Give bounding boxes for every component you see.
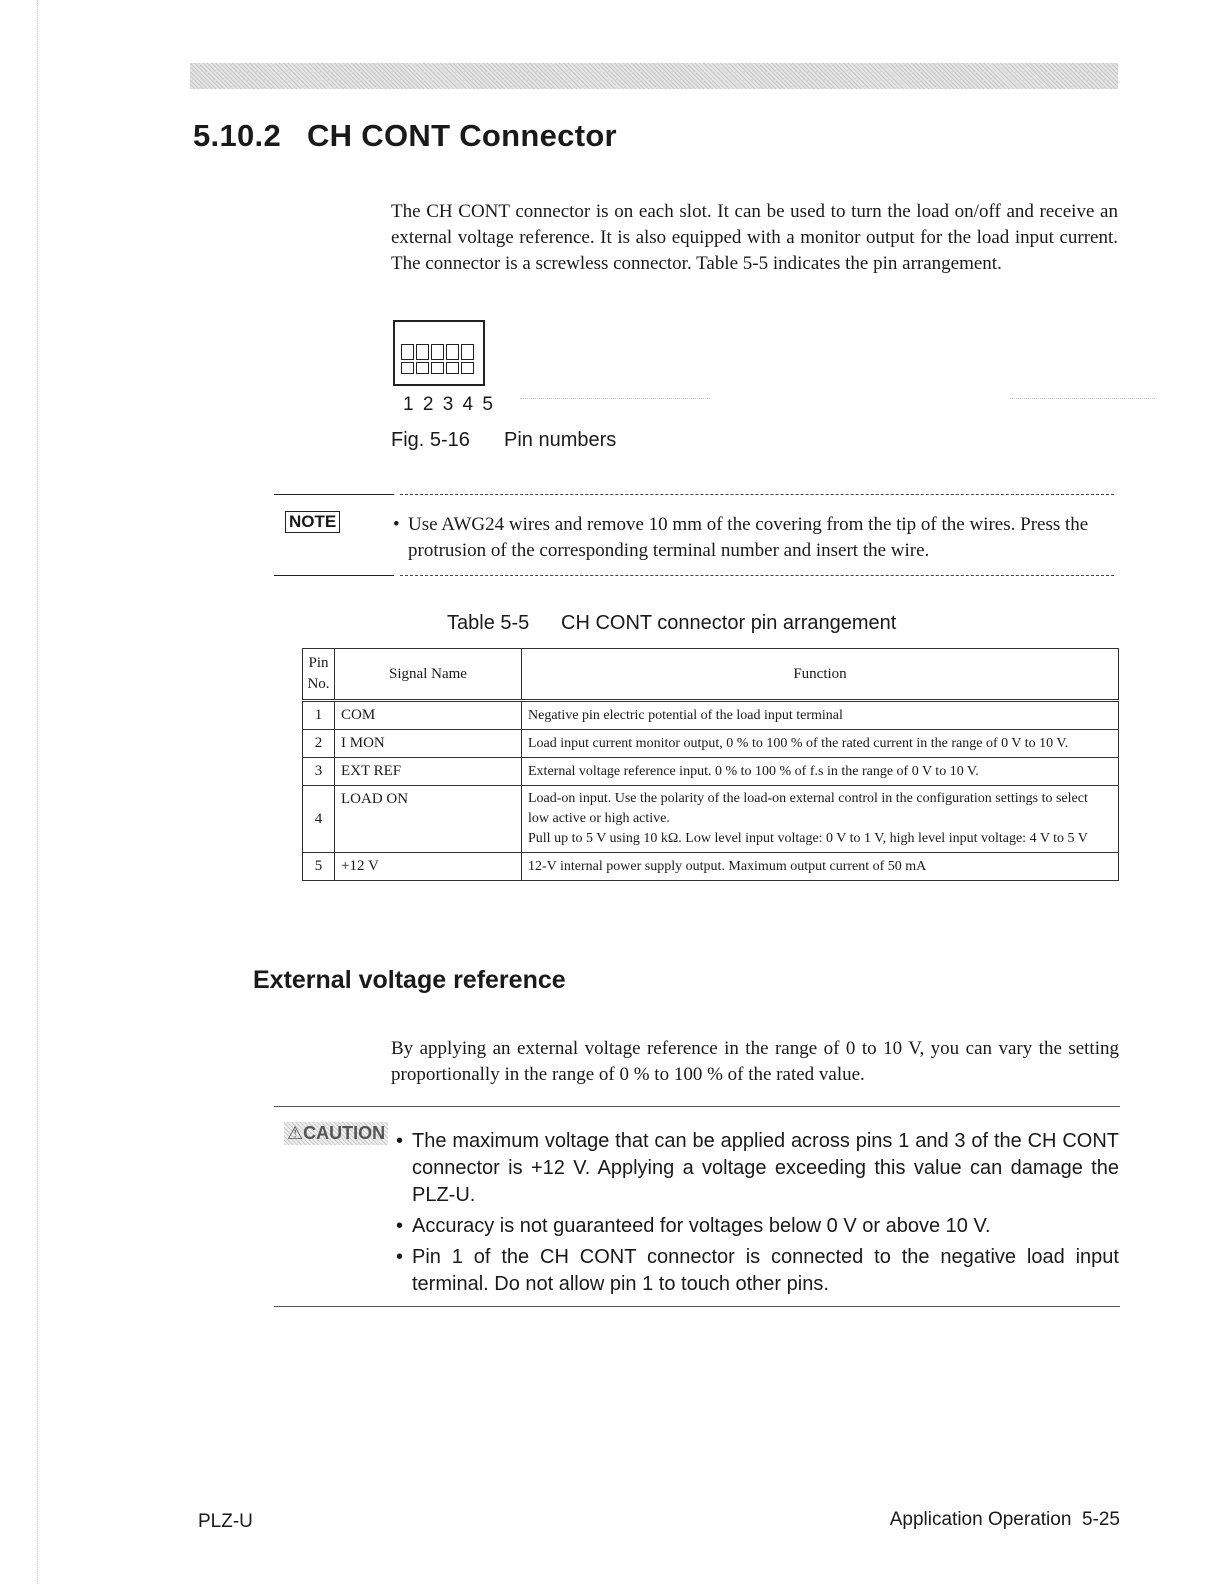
caution-bottom-rule xyxy=(274,1306,1120,1307)
external-paragraph: By applying an external voltage reference in the range of 0 to 10 V, you can vary the setting proportionally in the range of 0 % to 100 % of the rated value. xyxy=(391,1038,1119,1085)
note-badge: NOTE xyxy=(285,511,340,533)
function-text-2: Pull up to 5 V using 10 kΩ. Low level input voltage: 0 V to 1 V, high level input voltage: 4 V to 5 V xyxy=(528,831,1088,846)
pin-square xyxy=(461,344,474,360)
section-heading xyxy=(193,118,617,154)
signal-cell: COM xyxy=(335,701,522,730)
pin-slot xyxy=(461,362,474,374)
pin-square-row xyxy=(401,344,474,360)
pin-cell: 1 xyxy=(303,701,335,730)
note-text-block xyxy=(393,512,1118,564)
pin-cell: 2 xyxy=(303,730,335,758)
function-text: Load-on input. Use the polarity of the load-on external control in the configuration settings to select low active or high active. xyxy=(528,791,1088,826)
function-cell: Negative pin electric potential of the load input terminal xyxy=(522,701,1119,730)
caution-list xyxy=(396,1128,1119,1302)
pin-square xyxy=(446,344,459,360)
function-cell: 12-V internal power supply output. Maximum output current of 50 mA xyxy=(522,853,1119,881)
pin-cell: 3 xyxy=(303,758,335,786)
dotted-artifact xyxy=(520,398,710,399)
caution-bullet: • xyxy=(396,1246,404,1268)
pin-cell: 4 xyxy=(303,786,335,853)
note-text: Use AWG24 wires and remove 10 mm of the covering from the tip of the wires. Press the protrusion of the corresponding terminal number and insert the wire. xyxy=(408,514,1089,561)
footer-product: PLZ-U xyxy=(198,1511,253,1532)
signal-cell: +12 V xyxy=(335,853,522,881)
pin-slot-row xyxy=(401,362,474,374)
function-cell: Load input current monitor output, 0 % to 100 % of the rated current in the range of 0 V to 10 V. xyxy=(522,730,1119,758)
caution-item-text: Accuracy is not guaranteed for voltages below 0 V or above 10 V. xyxy=(412,1215,991,1237)
signal-cell: LOAD ON xyxy=(335,786,522,853)
caution-item-text: Pin 1 of the CH CONT connector is connected to the negative load input terminal. Do not allow pin 1 to touch other pins. xyxy=(412,1246,1119,1295)
figure-caption-text: Pin numbers xyxy=(504,429,617,451)
table-row xyxy=(303,758,1119,786)
table-caption-text: CH CONT connector pin arrangement xyxy=(561,612,897,634)
header-function: Function xyxy=(522,649,1119,701)
figure-label: Fig. 5-16 xyxy=(391,429,470,451)
header-pin-no: Pin No. xyxy=(303,649,335,701)
table-caption xyxy=(447,612,896,635)
note-bullet: • xyxy=(393,514,400,535)
pin-slot xyxy=(416,362,429,374)
pin-slot xyxy=(446,362,459,374)
caution-bullet: • xyxy=(396,1130,404,1152)
figure-caption xyxy=(391,429,616,452)
caution-item xyxy=(396,1213,1119,1240)
pin-slot xyxy=(431,362,444,374)
caution-item xyxy=(396,1244,1119,1298)
section-title: CH CONT Connector xyxy=(307,118,617,153)
dotted-artifact xyxy=(1010,398,1155,399)
signal-cell: I MON xyxy=(335,730,522,758)
caution-item xyxy=(396,1128,1119,1209)
external-heading: External voltage reference xyxy=(253,966,566,994)
section-number: 5.10.2 xyxy=(193,118,281,153)
table-label: Table 5-5 xyxy=(447,612,530,634)
intro-paragraph: The CH CONT connector is on each slot. It can be used to turn the load on/off and receive an external voltage reference. It is also equipped with a monitor output for the load input current. The connector is a screwless connector. Table 5-5 indicates the pin arrangement. xyxy=(391,201,1118,274)
pin-cell: 5 xyxy=(303,853,335,881)
connector-diagram xyxy=(393,320,485,386)
pin-arrangement-table xyxy=(302,648,1119,881)
caution-badge: ⚠CAUTION xyxy=(284,1122,388,1145)
footer-page-info: Application Operation 5-25 xyxy=(889,1509,1120,1530)
caution-item-text: The maximum voltage that can be applied across pins 1 and 3 of the CH CONT connector is +12 V. Applying a voltage exceeding this value can damage the PLZ-U. xyxy=(412,1130,1119,1206)
table-row xyxy=(303,786,1119,853)
pin-slot xyxy=(401,362,414,374)
table-row xyxy=(303,701,1119,730)
header-bar xyxy=(190,63,1118,89)
pin-square xyxy=(431,344,444,360)
table-row xyxy=(303,853,1119,881)
page-margin-line xyxy=(37,0,38,1584)
pin-square xyxy=(416,344,429,360)
pin-number-labels: 1 2 3 4 5 xyxy=(403,394,495,415)
signal-cell: EXT REF xyxy=(335,758,522,786)
table-row xyxy=(303,730,1119,758)
header-signal-name: Signal Name xyxy=(335,649,522,701)
pin-square xyxy=(401,344,414,360)
caution-bullet: • xyxy=(396,1215,404,1237)
caution-top-rule xyxy=(274,1106,1120,1107)
function-cell: External voltage reference input. 0 % to 100 % of f.s in the range of 0 V to 10 V. xyxy=(522,758,1119,786)
function-cell xyxy=(522,786,1119,853)
table-header-row xyxy=(303,649,1119,701)
